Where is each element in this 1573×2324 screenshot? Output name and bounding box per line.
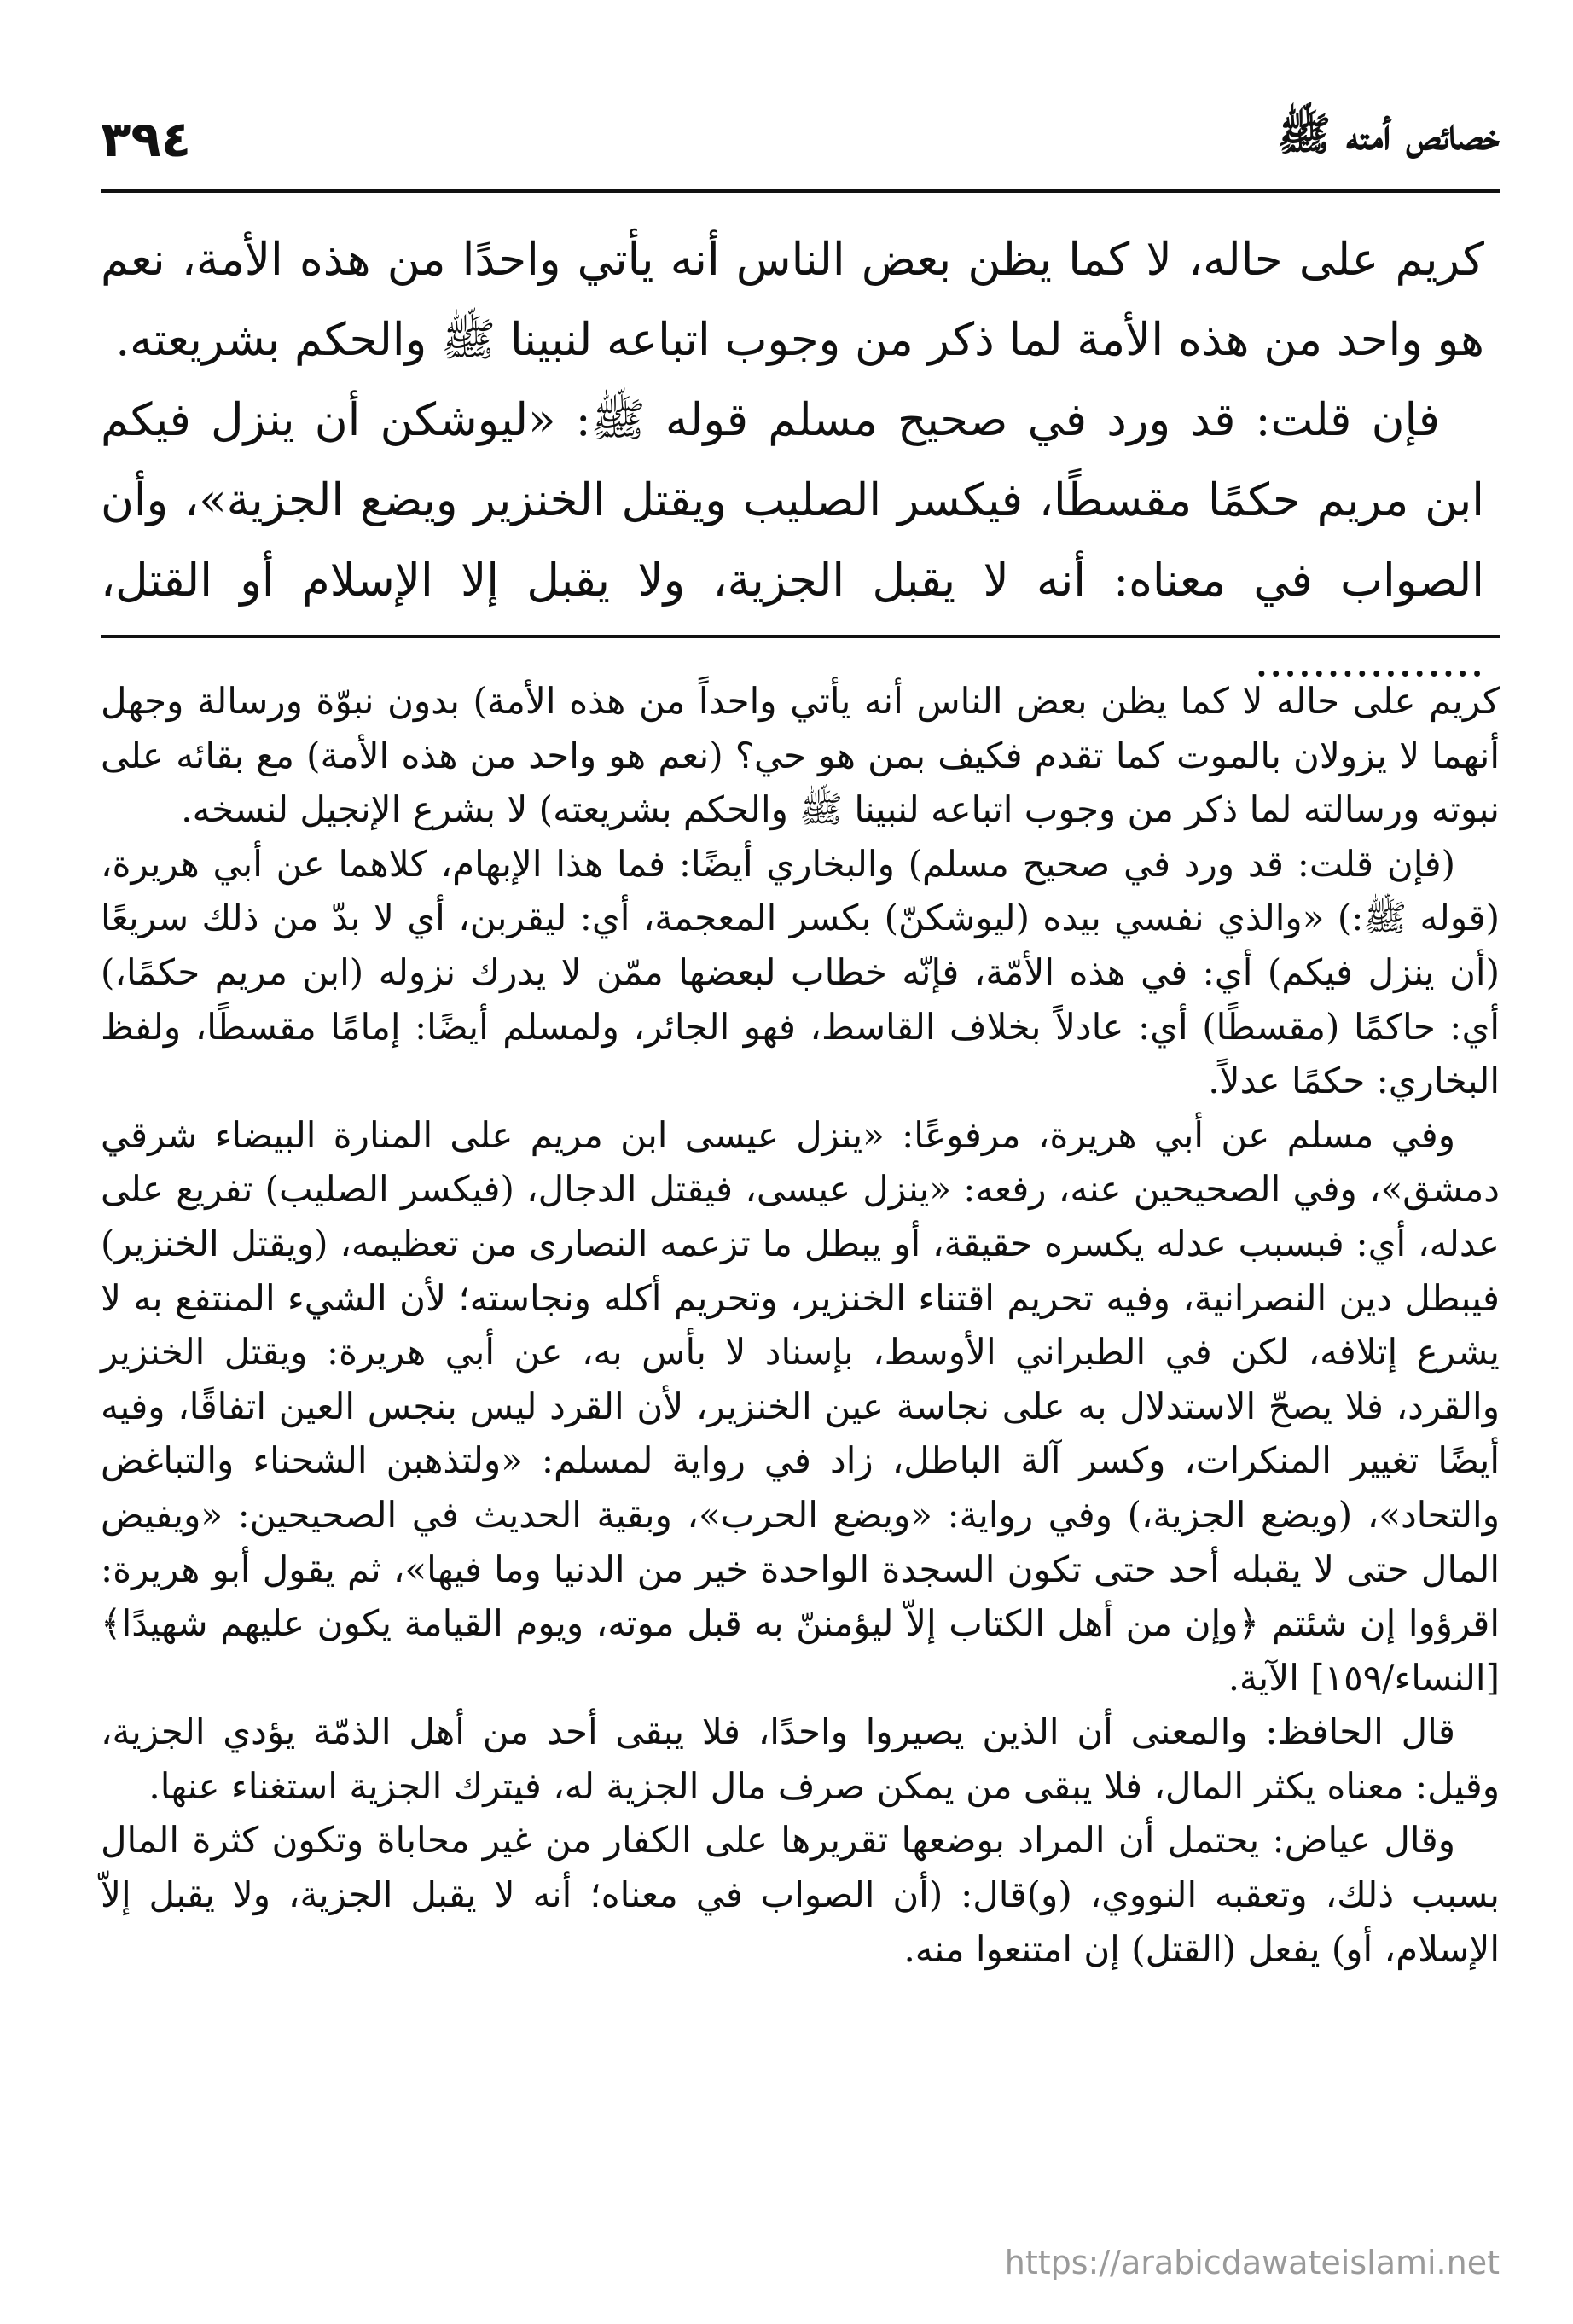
ellipsis-dots: ................	[1254, 635, 1484, 687]
main-text-sentence: فإن قلت: قد ورد في صحيح مسلم قوله ﷺ: «ليوشكن أن ينزل فيكم ابن مريم حكمًا مقسطًا، فيكسر الصليب ويقتل الخنزير ويضع الجزية»، وأن الصواب في معناه: أنه لا يقبل الجزية، ولا يقبل إلا الإسلام أو القتل،	[101, 394, 1484, 607]
main-text	[101, 220, 1484, 701]
commentary-paragraph: (فإن قلت: قد ورد في صحيح مسلم) والبخاري أيضًا: فما هذا الإبهام، كلاهما عن أبي هريرة، (قوله ﷺ:) «والذي نفسي بيده (ليوشكنّ) بكسر المعجمة، أي: ليقربن، أي لا بدّ من ذلك سريعًا (أن ينزل فيكم) أي: في هذه الأمّة، فإنّه خطاب لبعضها ممّن لا يدرك نزوله (ابن مريم حكمًا،) أي: حاكمًا (مقسطًا) أي: عادلاً بخلاف القاسط، فهو الجائر، ولمسلم أيضًا: إمامًا مقسطًا، ولفظ البخاري: حكمًا عدلاً.	[101, 842, 1500, 1102]
header-divider	[101, 189, 1500, 193]
main-text-paragraph	[101, 381, 1484, 701]
commentary-text	[101, 674, 1500, 1976]
commentary-paragraph: وقال عياض: يحتمل أن المراد بوضعها تقريرها على الكفار من غير محاباة وتكون كثرة المال بسبب ذلك، وتعقبه النووي، (و)قال: (أن الصواب في معناه؛ أنه لا يقبل الجزية، ولا يقبل إلاّ الإسلام، أو) يفعل (القتل) إن امتنعوا منه.	[101, 1819, 1500, 1970]
running-title: خصائص أمته ﷺ	[1277, 107, 1500, 160]
page-number: ٣٩٤	[101, 110, 192, 168]
commentary-divider	[101, 635, 1500, 638]
commentary-paragraph: قال الحافظ: والمعنى أن الذين يصيروا واحدًا، فلا يبقى أحد من أهل الذمّة يؤدي الجزية، وقيل: معناه يكثر المال، فلا يبقى من يمكن صرف مال الجزية له، فيترك الجزية استغناء عنها.	[101, 1711, 1500, 1807]
watermark-url: https://arabicdawateislami.net	[1004, 2244, 1500, 2281]
commentary-paragraph: كريم على حاله لا كما يظن بعض الناس أنه يأتي واحداً من هذه الأمة) بدون نبوّة ورسالة وجهل أنهما لا يزولان بالموت كما تقدم فكيف بمن هو حي؟ (نعم هو واحد من هذه الأمة) مع بقائه على نبوته ورسالته لما ذكر من وجوب اتباعه لنبينا ﷺ والحكم بشريعته) لا بشرع الإنجيل لنسخه.	[101, 680, 1500, 831]
commentary-paragraph: وفي مسلم عن أبي هريرة، مرفوعًا: «ينزل عيسى ابن مريم على المنارة البيضاء شرقي دمشق»، وفي الصحيحين عنه، رفعه: «ينزل عيسى، فيقتل الدجال، (فيكسر الصليب) تفريع على عدله، أي: فبسبب عدله يكسره حقيقة، أو يبطل ما تزعمه النصارى من تعظيمه، (ويقتل الخنزير) فيبطل دين النصرانية، وفيه تحريم اقتناء الخنزير، وتحريم أكله ونجاسته؛ لأن الشيء المنتفع به لا يشرع إتلافه، لكن في الطبراني الأوسط، بإسناد لا بأس به، عن أبي هريرة: ويقتل الخنزير والقرد، فلا يصحّ الاستدلال به على نجاسة عين الخنزير، لأن القرد ليس بنجس العين اتفاقًا، وفيه أيضًا تغيير المنكرات، وكسر آلة الباطل، زاد في رواية لمسلم: «ولتذهبن الشحناء والتباغض والتحاد»، (ويضع الجزية،) وفي رواية: «ويضع الحرب»، وبقية الحديث في الصحيحين: «ويفيض المال حتى لا يقبله أحد حتى تكون السجدة الواحدة خير من الدنيا وما فيها»، ثم يقول أبو هريرة: اقرؤوا إن شئتم ﴿وإن من أهل الكتاب إلاّ ليؤمننّ به قبل موته، ويوم القيامة يكون عليهم شهيدًا﴾ [النساء/١٥٩] الآية.	[101, 1113, 1500, 1699]
page-header	[101, 101, 1500, 177]
main-text-paragraph: كريم على حاله، لا كما يظن بعض الناس أنه يأتي واحدًا من هذه الأمة، نعم هو واحد من هذه الأمة لما ذكر من وجوب اتباعه لنبينا ﷺ والحكم بشريعته.	[101, 234, 1484, 366]
